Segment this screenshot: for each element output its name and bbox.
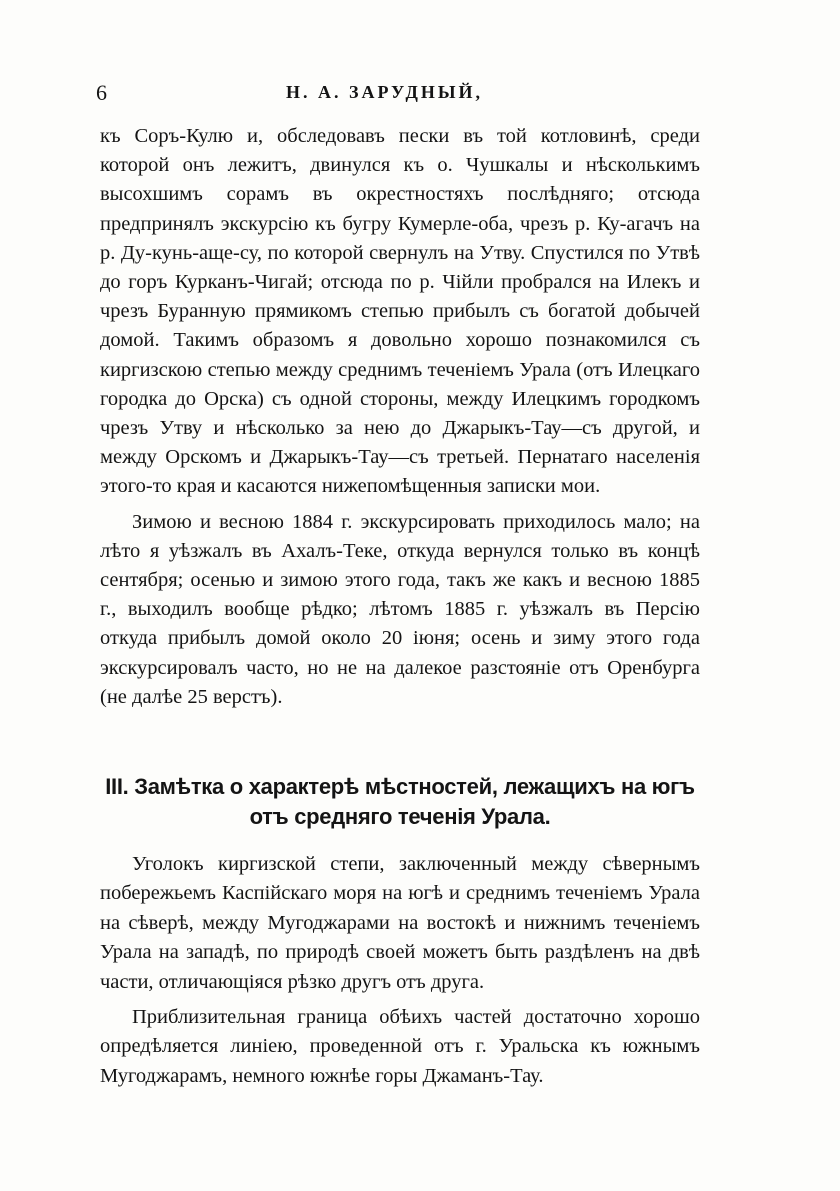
- running-title: Н. А. ЗАРУДНЫЙ,: [286, 82, 483, 102]
- section-heading-line: III. Замѣтка о характерѣ мѣстностей, лежащихъ на югъ: [105, 774, 695, 799]
- paragraph-continued: къ Соръ-Кулю и, обследовавъ пески въ той котловинѣ, среди которой онъ лежитъ, двинулся къ о. Чушкалы и нѣсколькимъ высохшимъ сорамъ въ окрестностяхъ послѣдняго; отсюда предпринялъ экскурсiю къ бугру Кумерле-оба, чрезъ р. Ку-агачъ на р. Ду-кунь-аще-су, по которой свернулъ на Утву. Спустился по Утвѣ до горъ Курканъ-Чигай; отсюда по р. Чiйли пробрался на Илекъ и чрезъ Буранную прямикомъ степью прибылъ съ богатой добычей домой. Такимъ образомъ я довольно хорошо познакомился съ киргизскою степью между среднимъ теченiемъ Урала (отъ Илецкаго городка до Орска) съ одной стороны, между Илецкимъ городкомъ чрезъ Утву и нѣсколько за нею до Джарыкъ-Тау—съ другой, и между Орскомъ и Джарыкъ-Тау—съ третьей. Пернатаго населенiя этого-то края и касаются нижепомѣщенныя записки мои.: [100, 125, 700, 498]
- paragraph: Приблизительная граница обѣихъ частей достаточно хорошо опредѣляется линiею, проведенной отъ г. Уральска къ южнымъ Мугоджарамъ, немного южнѣе горы Джаманъ-Тау.: [100, 1006, 700, 1087]
- paragraph: Уголокъ киргизской степи, заключенный между сѣвернымъ побережьемъ Каспiйскаго моря на югѣ и среднимъ теченiемъ Урала на сѣверѣ, между Мугоджарами на востокѣ и нижнимъ теченiемъ Урала на западѣ, по природѣ своей можетъ быть раздѣленъ на двѣ части, отличающiяся рѣзко другъ отъ друга.: [100, 853, 700, 993]
- section-heading: [100, 772, 700, 832]
- page-number: 6: [96, 80, 107, 105]
- paragraph: Зимою и весною 1884 г. экскурсировать приходилось мало; на лѣто я уѣзжалъ въ Ахалъ-Теке, откуда вернулся только въ концѣ сентября; осенью и зимою этого года, такъ же какъ и весною 1885 г., выходилъ вообще рѣдко; лѣтомъ 1885 г. уѣзжалъ въ Персiю откуда прибылъ домой около 20 iюня; осень и зиму этого года экскурсировалъ часто, но не на далекое разстоянiе отъ Оренбурга (не далѣе 25 верстъ).: [100, 510, 700, 708]
- section-text: [100, 850, 700, 1091]
- body-text: [100, 122, 700, 712]
- page-header: [96, 80, 716, 110]
- section-heading-line: отъ средняго теченiя Урала.: [249, 804, 551, 829]
